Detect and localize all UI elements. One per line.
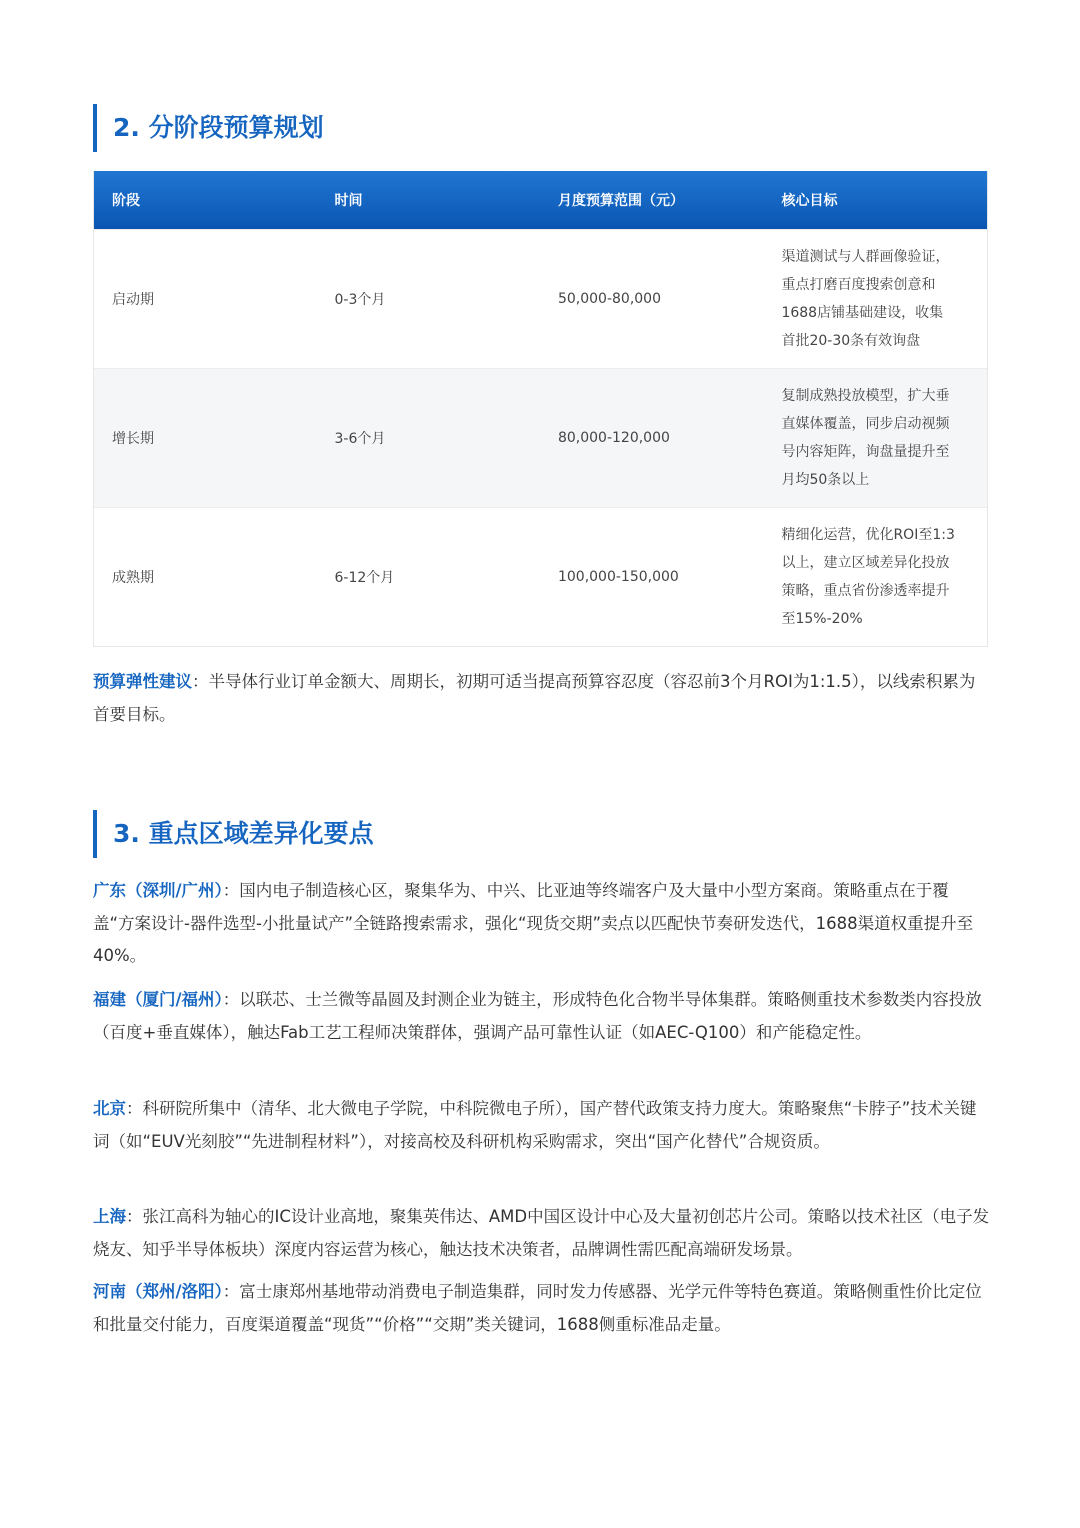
region-guangdong <box>93 875 990 973</box>
header-budget: 月度预算范围（元） <box>558 193 684 209</box>
cell-time: 6-12个月 <box>334 570 395 586</box>
region-text: ：科研院所集中（清华、北大微电子学院，中科院微电子所），国产替代政策支持力度大。策略聚焦“卡脖子”技术关键词（如“EUV光刻胶”“先进制程材料”），对接高校及科研机构采购需求，突出“国产化替代”合规资质。 <box>93 1099 977 1151</box>
header-time: 时间 <box>334 193 363 209</box>
cell-stage: 增长期 <box>112 431 154 447</box>
region-text: ：富士康郑州基地带动消费电子制造集群，同时发力传感器、光学元件等特色赛道。策略侧重性价比定位和批量交付能力，百度渠道覆盖“现货”“价格”“交期”类关键词，1688侧重标准品走量。 <box>93 1282 982 1334</box>
cell-budget: 80,000-120,000 <box>557 430 670 446</box>
budget-note-label: 预算弹性建议 <box>93 672 192 691</box>
region-beijing <box>93 1093 990 1158</box>
table-row <box>94 507 987 646</box>
cell-time: 0-3个月 <box>334 292 386 308</box>
region-text: ：以联芯、士兰微等晶圆及封测企业为链主，形成特色化合物半导体集群。策略侧重技术参数类内容投放（百度+垂直媒体），触达Fab工艺工程师决策群体，强调产品可靠性认证（如AEC-Q100）和产能稳定性。 <box>93 990 982 1042</box>
header-stage: 阶段 <box>112 193 140 209</box>
header-goal: 核心目标 <box>781 193 838 209</box>
region-henan <box>93 1276 990 1341</box>
region-label: 广东（深圳/广州） <box>93 881 223 900</box>
cell-goal: 渠道测试与人群画像验证， 重点打磨百度搜索创意和 1688店铺基础建设，收集 首批20-30条有效询盘 <box>781 249 950 349</box>
region-label: 北京 <box>93 1099 126 1118</box>
cell-stage: 启动期 <box>112 292 154 308</box>
budget-note-text: ：半导体行业订单金额大、周期长，初期可适当提高预算容忍度（容忍前3个月ROI为1:1.5），以线索积累为首要目标。 <box>93 672 976 724</box>
section-title-regions: 3. 重点区域差异化要点 <box>93 810 374 858</box>
region-text: ：张江高科为轴心的IC设计业高地，聚集英伟达、AMD中国区设计中心及大量初创芯片公司。策略以技术社区（电子发烧友、知乎半导体板块）深度内容运营为核心，触达技术决策者，品牌调性需匹配高端研发场景。 <box>93 1207 990 1259</box>
cell-budget: 50,000-80,000 <box>557 291 661 307</box>
budget-table <box>93 171 988 647</box>
cell-budget: 100,000-150,000 <box>557 569 679 585</box>
table-header <box>94 171 987 229</box>
table-row <box>94 368 987 507</box>
section-title-budget: 2. 分阶段预算规划 <box>93 104 324 152</box>
cell-time: 3-6个月 <box>334 431 386 447</box>
region-shanghai <box>93 1201 990 1266</box>
region-label: 福建（厦门/福州） <box>93 990 223 1009</box>
cell-goal: 复制成熟投放模型，扩大垂 直媒体覆盖，同步启动视频 号内容矩阵，询盘量提升至 月均50条以上 <box>781 388 950 488</box>
cell-goal: 精细化运营，优化ROI至1:3 以上，建立区域差异化投放 策略，重点省份渗透率提升 至15%-20% <box>781 527 955 627</box>
table-row <box>94 229 987 368</box>
region-fujian <box>93 984 990 1049</box>
region-text: ：国内电子制造核心区，聚集华为、中兴、比亚迪等终端客户及大量中小型方案商。策略重点在于覆盖“方案设计-器件选型-小批量试产”全链路搜索需求，强化“现货交期”卖点以匹配快节奏研发迭代，1688渠道权重提升至40%。 <box>93 881 974 965</box>
cell-stage: 成熟期 <box>112 570 154 586</box>
budget-note <box>93 666 990 731</box>
region-label: 河南（郑州/洛阳） <box>93 1282 223 1301</box>
region-label: 上海 <box>93 1207 126 1226</box>
